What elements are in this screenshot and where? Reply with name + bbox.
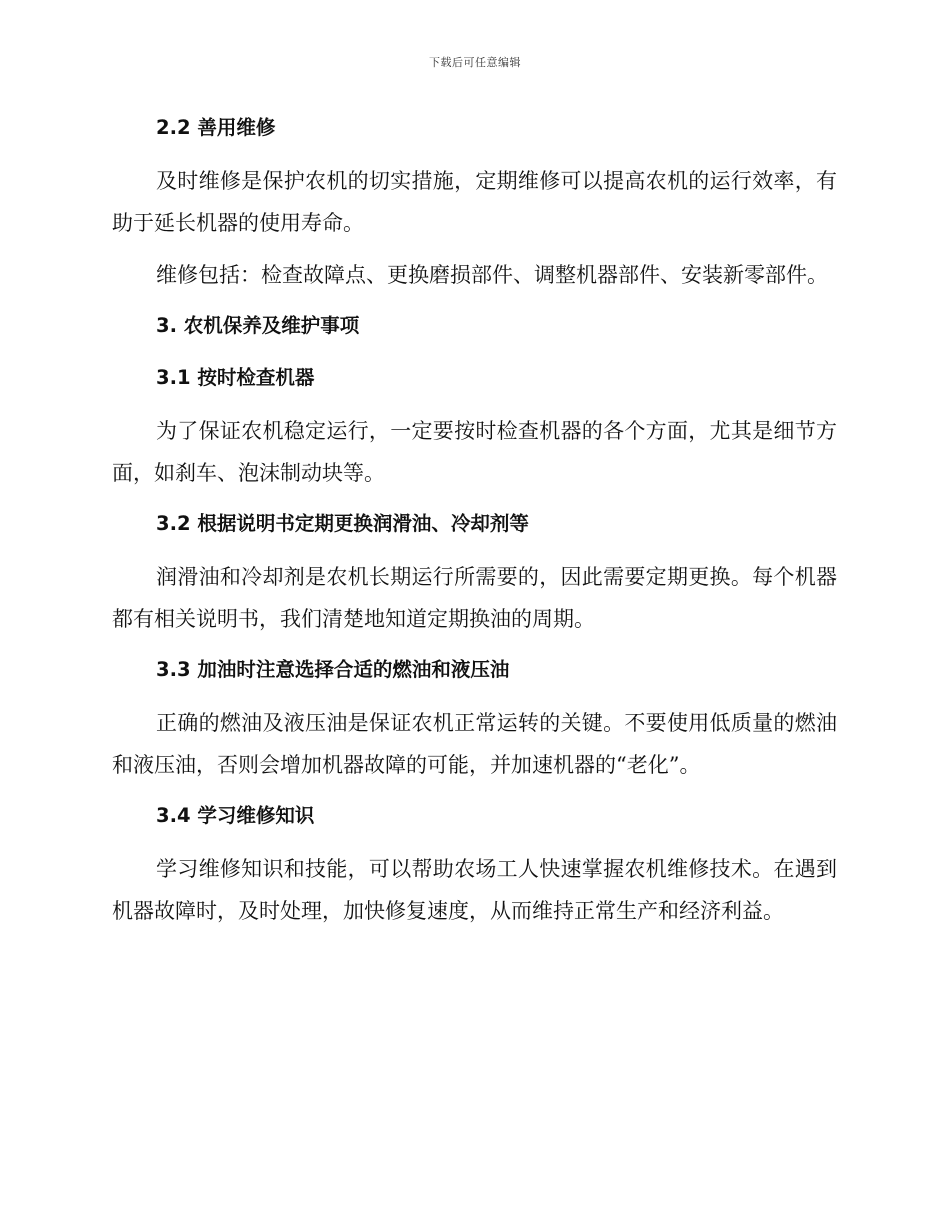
- section-heading: 3.1 按时检查机器: [156, 366, 315, 389]
- paragraph: 维修包括：检查故障点、更换磨损部件、调整机器部件、安装新零部件。: [156, 263, 828, 287]
- document-body: [112, 108, 837, 932]
- paragraph: 学习维修知识和技能，可以帮助农场工人快速掌握农机维修技术。在遇到机器故障时，及时处理，加快修复速度，从而维持正常生产和经济利益。: [112, 857, 837, 923]
- section-heading: 3.3 加油时注意选择合适的燃油和液压油: [156, 658, 510, 681]
- section-heading: 3.2 根据说明书定期更换润滑油、冷却剂等: [156, 512, 529, 535]
- paragraph: 为了保证农机稳定运行，一定要按时检查机器的各个方面，尤其是细节方面，如刹车、泡沫制动块等。: [112, 419, 837, 485]
- section-heading: 3.4 学习维修知识: [156, 804, 315, 827]
- header-note: 下载后可任意编辑: [429, 56, 521, 69]
- paragraph: 及时维修是保护农机的切实措施，定期维修可以提高农机的运行效率，有助于延长机器的使用寿命。: [112, 169, 837, 235]
- section-heading: 2.2 善用维修: [156, 116, 276, 139]
- paragraph: 正确的燃油及液压油是保证农机正常运转的关键。不要使用低质量的燃油和液压油，否则会增加机器故障的可能，并加速机器的“老化”。: [112, 711, 837, 777]
- paragraph: 润滑油和冷却剂是农机长期运行所需要的，因此需要定期更换。每个机器都有相关说明书，我们清楚地知道定期换油的周期。: [112, 565, 837, 631]
- section-heading: 3. 农机保养及维护事项: [156, 314, 360, 337]
